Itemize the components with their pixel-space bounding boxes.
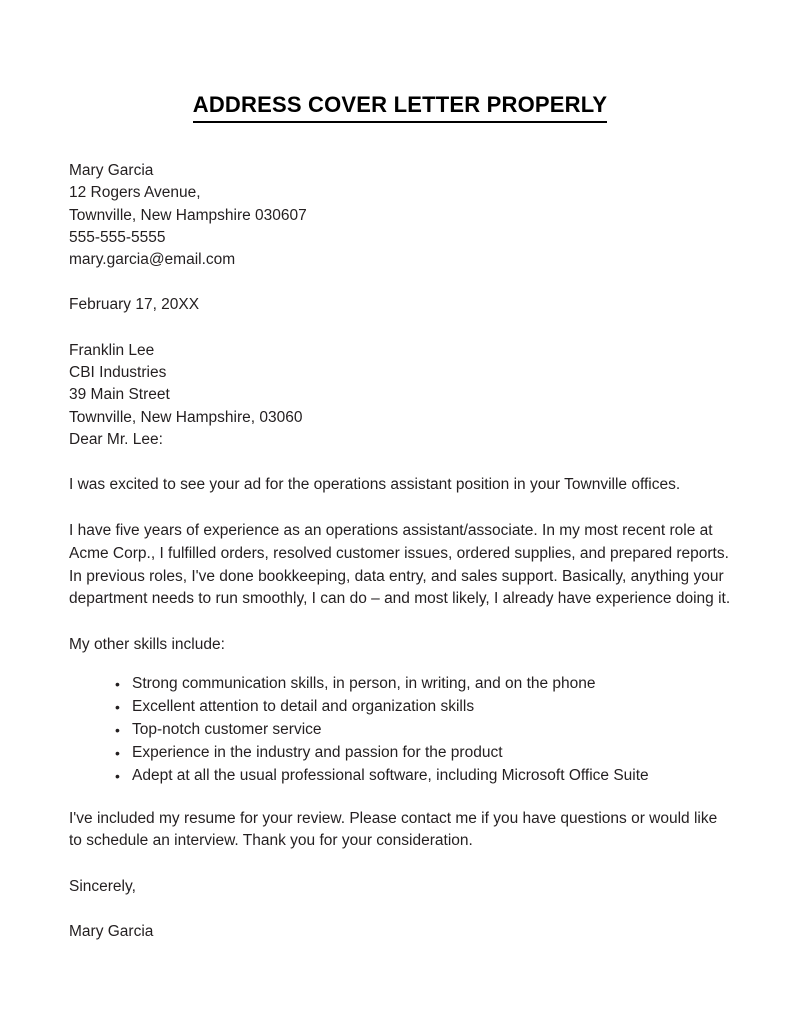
body-paragraph-2: I have five years of experience as an operations assistant/associate. In my most recent role at Acme Corp., I fulfilled orders, resolved customer issues, ordered supplies, and prepared reports. In previous roles, I've done bookkeeping, data entry, and sales support. Basically, anything your department needs to run smoothly, I can do – and most likely, I already have experience doing it. xyxy=(69,522,731,608)
page-title xyxy=(0,92,800,123)
list-item: • Excellent attention to detail and organization skills xyxy=(115,696,731,719)
letter-body xyxy=(69,160,731,944)
body-paragraph-1: I was excited to see your ad for the operations assistant position in your Townville offices. xyxy=(69,476,681,494)
recipient-company: CBI Industries xyxy=(69,364,167,382)
sender-phone: 555-555-5555 xyxy=(69,228,166,246)
signature-name-block xyxy=(69,921,731,943)
recipient-city-state-zip: Townville, New Hampshire, 03060 xyxy=(69,408,303,426)
signoff-text: Sincerely, xyxy=(69,878,136,896)
sender-email: mary.garcia@email.com xyxy=(69,251,236,269)
recipient-name: Franklin Lee xyxy=(69,341,155,359)
salutation: Dear Mr. Lee: xyxy=(69,430,163,448)
sender-street: 12 Rogers Avenue, xyxy=(69,184,201,202)
letter-date: February 17, 20XX xyxy=(69,296,200,314)
signature-name: Mary Garcia xyxy=(69,923,154,941)
list-item: • Experience in the industry and passion for the product xyxy=(115,742,731,765)
sender-city-state-zip: Townville, New Hampshire 030607 xyxy=(69,206,307,224)
letter-date-block xyxy=(69,294,731,316)
skills-intro: My other skills include: xyxy=(69,636,225,654)
closing-paragraph: I've included my resume for your review. Please contact me if you have questions or would like to schedule an interview. Thank you for your consideration. xyxy=(69,809,718,850)
skills-list xyxy=(69,673,731,788)
recipient-street: 39 Main Street xyxy=(69,386,170,404)
page-title-text: ADDRESS COVER LETTER PROPERLY xyxy=(193,92,608,123)
list-item: • Top-notch customer service xyxy=(115,719,731,742)
sender-name: Mary Garcia xyxy=(69,162,154,179)
signoff xyxy=(69,876,731,898)
list-item: • Strong communication skills, in person, in writing, and on the phone xyxy=(115,673,731,696)
sender-address-block xyxy=(69,160,731,271)
recipient-address-block xyxy=(69,340,731,451)
list-item: • Adept at all the usual professional software, including Microsoft Office Suite xyxy=(115,765,731,788)
